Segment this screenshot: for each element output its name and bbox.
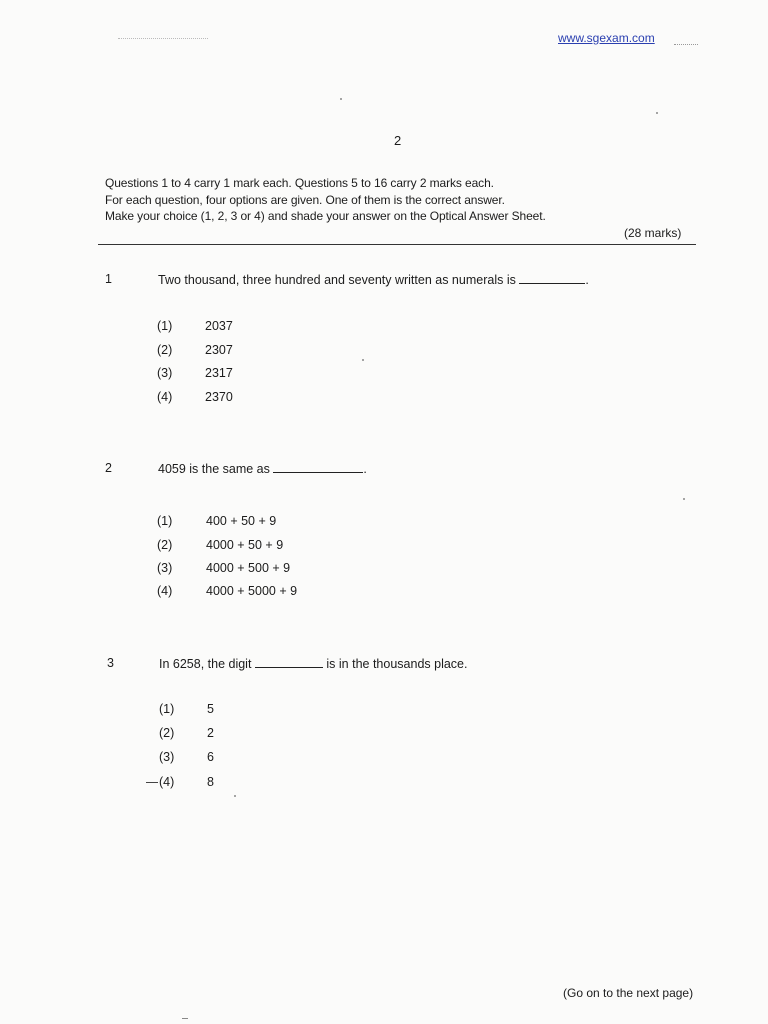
option-value: 400 + 50 + 9 (206, 514, 277, 528)
option-value: 4000 + 500 + 9 (206, 561, 291, 575)
option-label: (3) (157, 561, 173, 575)
scan-speck (340, 98, 342, 100)
scan-dotted-line (674, 44, 698, 45)
option-value: 5 (207, 702, 214, 716)
question-text-before: 4059 is the same as (158, 462, 270, 476)
option-label: (2) (159, 726, 175, 740)
option-label: (3) (159, 750, 175, 764)
option-label: (3) (157, 366, 173, 380)
question-text-after: . (363, 462, 367, 476)
option-value: 2037 (205, 319, 233, 333)
option-value: 2 (207, 726, 214, 740)
option-label: (1) (159, 702, 175, 716)
option-label: (2) (157, 538, 173, 552)
option-value: 8 (207, 775, 214, 789)
scan-dotted-line (118, 38, 208, 39)
instruction-line-1: Questions 1 to 4 carry 1 mark each. Questions 5 to 16 carry 2 marks each. (105, 176, 494, 190)
option-value: 2370 (205, 390, 233, 404)
answer-blank (255, 656, 323, 668)
question-number: 1 (105, 272, 112, 286)
instruction-line-2: For each question, four options are given. One of them is the correct answer. (105, 193, 505, 207)
next-page-note: (Go on to the next page) (563, 986, 694, 1000)
question-number: 2 (105, 461, 112, 475)
pencil-mark (146, 782, 158, 783)
question-text-after: . (585, 273, 589, 287)
option-value: 6 (207, 750, 214, 764)
header-divider (98, 244, 696, 245)
scan-speck (234, 795, 236, 797)
option-label: (4) (157, 390, 173, 404)
option-value: 2317 (205, 366, 233, 380)
question-text-before: In 6258, the digit (159, 657, 252, 671)
option-value: 4000 + 5000 + 9 (206, 584, 298, 598)
question-text-before: Two thousand, three hundred and seventy written as numerals is (158, 273, 516, 287)
question-text (158, 272, 589, 287)
option-label: (1) (157, 319, 173, 333)
question-text (158, 461, 367, 476)
option-label: (2) (157, 343, 173, 357)
option-value: 2307 (205, 343, 233, 357)
question-number: 3 (107, 656, 114, 670)
scan-speck (362, 359, 364, 361)
page-number: 2 (394, 133, 402, 148)
option-value: 4000 + 50 + 9 (206, 538, 284, 552)
option-label: (4) (157, 584, 173, 598)
option-label: (1) (157, 514, 173, 528)
answer-blank (273, 461, 363, 473)
option-label: (4) (159, 775, 175, 789)
instruction-line-3: Make your choice (1, 2, 3 or 4) and shade your answer on the Optical Answer Sheet. (105, 209, 546, 223)
question-text (159, 656, 467, 671)
answer-blank (519, 272, 585, 284)
scan-speck (683, 498, 685, 500)
scan-speck (656, 112, 658, 114)
total-marks: (28 marks) (624, 226, 682, 240)
question-text-after: is in the thousands place. (326, 657, 468, 671)
scan-speck (182, 1018, 188, 1019)
website-link[interactable]: www.sgexam.com (558, 31, 655, 45)
